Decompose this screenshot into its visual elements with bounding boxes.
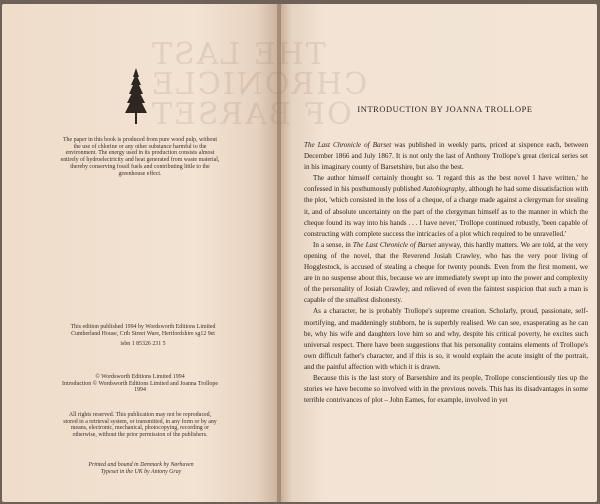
paragraph-text: The author himself certainly thought so. 'I regard this as the best novel I have written,' he confessed in his posthumously published xyxy=(304,174,588,194)
edition-text: This edition published 1994 by Wordsworth Editions Limited Cumberland House, Crib Street Ware, Hertfordshire sg12 9et xyxy=(70,324,216,337)
paragraph-5: Because this is the last story of Barsetshire and its people, Trollope conscientiously ties up the stories we have become so involved with in the previous novels. This has its disadvantages in some terrible contrivances of plot – John Eames, for example, involved in yet xyxy=(304,373,588,405)
pine-tree-icon xyxy=(124,68,148,126)
paragraph-text: anyway, this hardly matters. We are told, at the very opening of the novel, that the Reverend Josiah Crawley, who has the very poor living of Hogglestock, is accused of stealing a cheque for twenty pounds. Even from the first moment, we are in no suspense about this, because we are immediately swept up into the power and complexity of the personality of Josiah Crawley, and relieved of even the faintest suspicion that such a man is capable of the smallest dishonesty. xyxy=(304,240,588,305)
book-title-italic: The Last Chronicle of Barset xyxy=(352,240,437,249)
autobiography-italic: Autobiography xyxy=(422,185,466,194)
paragraph-1 xyxy=(304,140,588,173)
paragraph-2 xyxy=(304,173,588,240)
isbn-text: isbn 1 85326 231 5 xyxy=(120,341,166,348)
copyright-line-2: Introduction © Wordsworth Editions Limited and Joanna Trollope 1994 xyxy=(62,380,218,394)
copyright-block xyxy=(60,374,220,394)
paragraph-text: was published in weekly parts, priced at sixpence each, between December 1866 and July 1867. It is not only the last of Anthony Trollope's great clerical series set in his imaginary county of Barsetshire, but also the best. xyxy=(304,141,589,172)
introduction-heading: INTRODUCTION BY JOANNA TROLLOPE xyxy=(357,105,533,114)
printed-line-1: Printed and bound in Denmark by Nørhaven xyxy=(88,462,194,468)
printed-line-2: Typeset in the UK by Antony Gray xyxy=(100,468,182,475)
paper-note: The paper in this book is produced from pure wood pulp, without the use of chlorine or any other substance harmful to the environment. The energy used in its production consists almost entirely of hydroelectricity and heat generated from waste material, thereby conserving fossil fuels and contributing little to the greenhouse effect. xyxy=(60,137,220,177)
show-through-ghost: THE LAST CHRONICLE OF BARSET xyxy=(150,37,368,132)
printer-info xyxy=(66,462,216,475)
introduction-body xyxy=(304,140,588,406)
paragraph-text: In a sense, in xyxy=(313,240,353,249)
copyright-line-1: © Wordsworth Editions Limited 1994 xyxy=(95,374,185,380)
paragraph-text: , although he had some dissatisfaction with the plot, 'which consisted in the loss of a cheque, of a charge made against a clergyman for stealing it, and of absolute uncertainty on the part of the clergyman himself as to the manner in which the cheque found its way into his hands . . . I have never,' Trollope continued robustly, 'been capable of constructing with complete success the intricacies of a plot which required to be unravelled.' xyxy=(304,185,588,238)
paragraph-3 xyxy=(304,240,588,307)
paragraph-4: As a character, he is probably Trollope's supreme creation. Scholarly, proud, passionate, self-mortifying, and maddeningly stubborn, he is superbly realised. We can see, exasperating as he can be, why his wife and daughters love him so and why, despite his critical poverty, he excites such universal respect. There have been suggestions that his personality contains elements of Trollope's own difficult father's character, and if this is so, it would explain the acute insight of the portrait, and the painful affection with which it is drawn. xyxy=(304,307,588,371)
publication-info xyxy=(70,324,216,352)
book-title-italic: The Last Chronicle of Barset xyxy=(304,141,392,149)
rights-notice: All rights reserved. This publication may not be reproduced, stored in a retrieval system, or transmitted, in any form or by any means, electronic, mechanical, photocopying, recording or otherwise, without the prior permission of the publishers. xyxy=(63,412,217,439)
